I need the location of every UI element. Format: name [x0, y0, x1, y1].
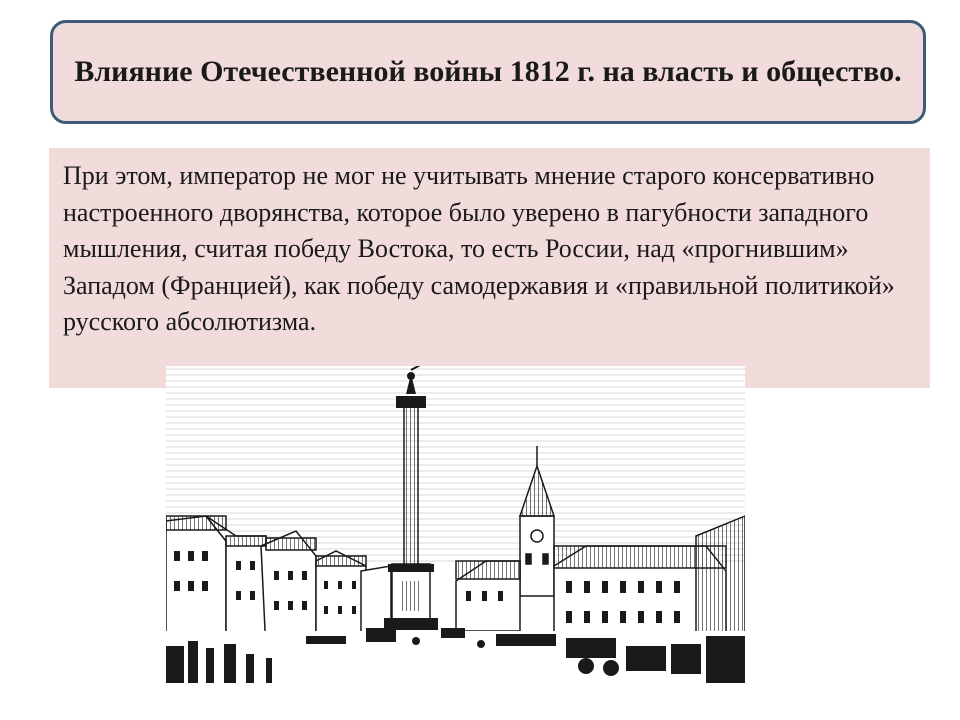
body-paragraph: При этом, император не мог не учитывать мнение старого консервативно настроенного дворянства, которое было уверено в пагубности западного мышления, считая победу Востока, то есть России, над «прогнившим» Западом (Францией), как победу самодержавия и «правильной политикой» русского абсолютизма. [63, 161, 895, 336]
engraving-illustration [166, 366, 745, 683]
body-text-box [49, 148, 930, 388]
engraving-image [166, 366, 745, 683]
title-box [50, 20, 926, 124]
slide-title: Влияние Отечественной войны 1812 г. на власть и общество. [74, 55, 902, 88]
